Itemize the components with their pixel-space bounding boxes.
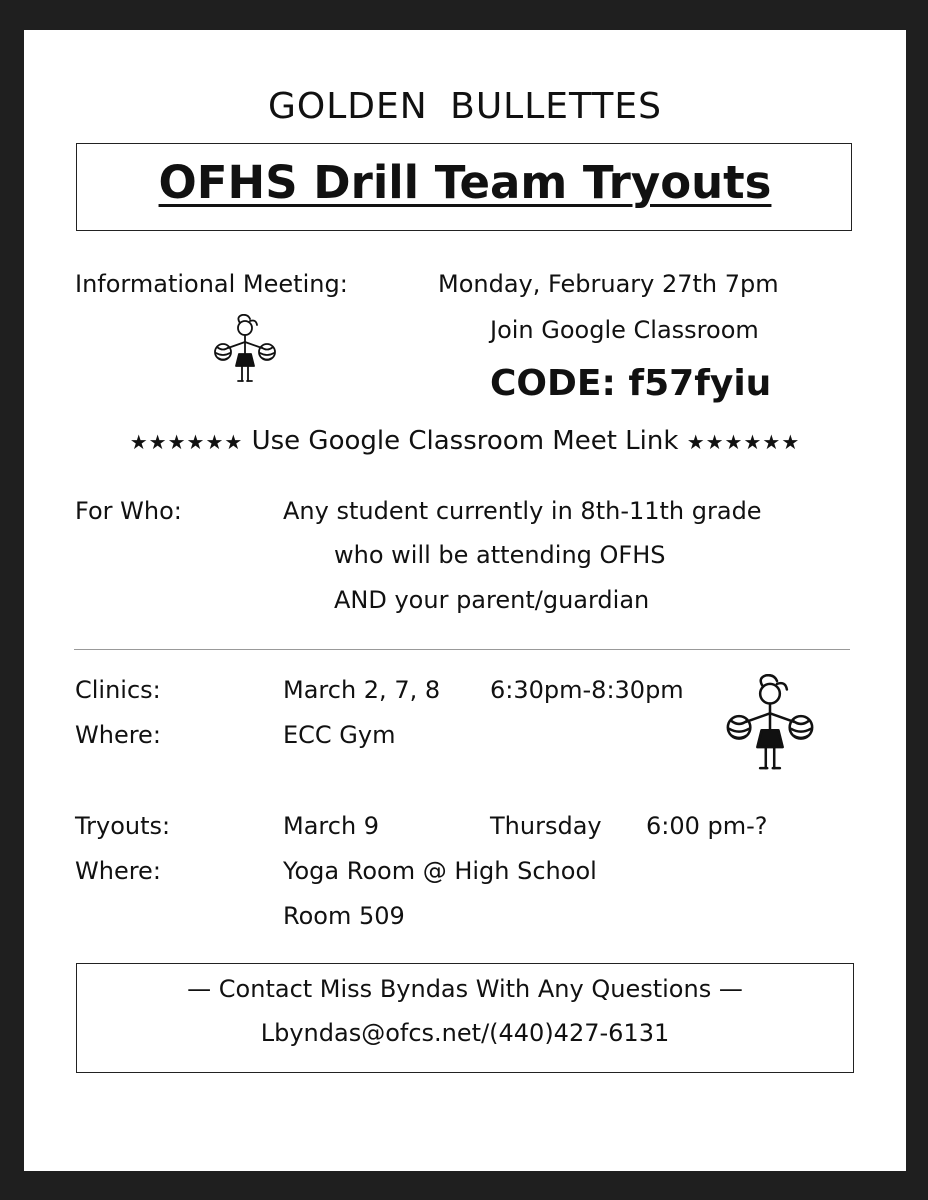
clinics-dates: March 2, 7, 8	[283, 676, 441, 704]
cheerleader-icon	[210, 314, 280, 388]
flyer-title: OFHS Drill Team Tryouts	[158, 156, 772, 209]
meet-link-text: Use Google Classroom Meet Link	[251, 426, 679, 456]
flyer-page	[24, 30, 906, 1171]
tryouts-where-line1: Yoga Room @ High School	[283, 857, 597, 885]
clinics-where-label: Where:	[75, 721, 161, 749]
tryouts-label: Tryouts:	[75, 812, 171, 840]
meeting-label: Informational Meeting:	[75, 270, 348, 298]
cheerleader-icon	[720, 674, 820, 778]
stars-right: ★★★★★★	[686, 430, 801, 454]
contact-line2: Lbyndas@ofcs.net/(440)427-6131	[260, 1019, 670, 1047]
tryouts-day: Thursday	[490, 812, 602, 840]
tryouts-where-line2: Room 509	[283, 902, 405, 930]
for-who-line3: AND your parent/guardian	[334, 586, 650, 614]
section-divider	[74, 649, 850, 650]
meeting-date: Monday, February 27th 7pm	[438, 270, 779, 298]
tryouts-date: March 9	[283, 812, 380, 840]
contact-line1: — Contact Miss Byndas With Any Questions —	[187, 975, 743, 1003]
clinics-time: 6:30pm-8:30pm	[490, 676, 684, 704]
classroom-code: CODE: f57fyiu	[490, 363, 772, 404]
stars-left: ★★★★★★	[129, 430, 244, 454]
for-who-line1: Any student currently in 8th-11th grade	[283, 497, 762, 525]
meet-link-line	[24, 426, 906, 456]
for-who-label: For Who:	[75, 497, 182, 525]
clinics-where: ECC Gym	[283, 721, 396, 749]
clinics-label: Clinics:	[75, 676, 161, 704]
flyer-heading: GOLDEN BULLETTES	[268, 86, 662, 127]
tryouts-time: 6:00 pm-?	[646, 812, 768, 840]
for-who-line2: who will be attending OFHS	[334, 541, 666, 569]
join-classroom-text: Join Google Classroom	[490, 316, 759, 344]
tryouts-where-label: Where:	[75, 857, 161, 885]
